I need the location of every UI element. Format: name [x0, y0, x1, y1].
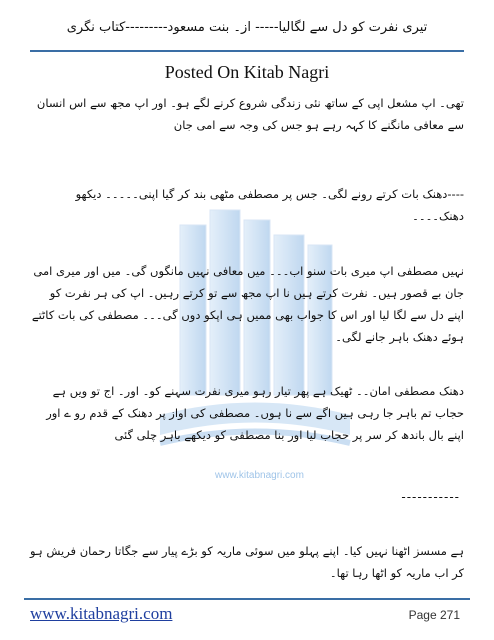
paragraph-1: تھی۔ اپ مشعل اپی کے ساتھ نئی زندگی شروع کرنے لگے ہو۔ اور اپ مجھ سے اس انسان سے معافی مانگنے کا کہہ رہے ہو جس کی وجہ سے امی جان	[36, 96, 464, 132]
header-rule	[30, 50, 464, 52]
section-divider: -----------	[401, 490, 460, 504]
page-number: Page 271	[408, 608, 460, 622]
paragraph-2: ----دھنک بات کرتے رونے لگی۔ جس پر مصطفی مٹھی بند کر گیا اپنی۔۔۔۔۔ دیکھو دھنک۔۔۔۔	[75, 187, 464, 223]
footer-rule	[24, 598, 470, 600]
paragraph-4: دھنک مصطفی امان۔۔ ٹھیک ہے پھر تیار رہو میری نفرت سہنے کو۔ اور۔ اج تو ویں ہے حجاب تم باہر جا رہی ہیں اگے سے نا ہوں۔ مصطفی کی اواز پر دھنک کے قدم رو ے اور اپنے بال باندھ کر سر پر حجاب لیا اور بنا مصطفی کو دیکھے باہر چلی گئی	[46, 384, 464, 442]
posted-on-heading: Posted On Kitab Nagri	[164, 62, 330, 82]
paragraph-5: ہے مسسز اٹھنا نہیں کیا۔ اپنے پہلو میں سوئی ماریہ کو بڑے پیار سے جگاتا رحمان فریش ہو کر اب ماریہ کو اٹھا رہا تھا۔	[30, 544, 464, 580]
header-title: تیری نفرت کو دل سے لگالیا----- از۔ بنت مسعود---------کتاب نگری	[66, 20, 428, 35]
watermark-url: www.kitabnagri.com	[215, 470, 304, 481]
paragraph-3: نہیں مصطفی اپ میری بات سنو اب۔۔۔ میں معافی نہیں مانگوں گی۔ میں اور میری امی جان بے قصور ہیں۔ نفرت کرتے ہیں نا اپ مجھ سے تو کرتے رہیں۔ اپ کی ہر نفرت کو اپنے دل سے لگا لیا اور اس کا جواب بھی ممیں ہی اپکو دوں گی۔۔۔ مصطفی کی بات کاٹتے ہوئے دھنک باہر جانے لگی۔	[31, 264, 464, 344]
footer-site-link[interactable]: www.kitabnagri.com	[30, 604, 173, 623]
